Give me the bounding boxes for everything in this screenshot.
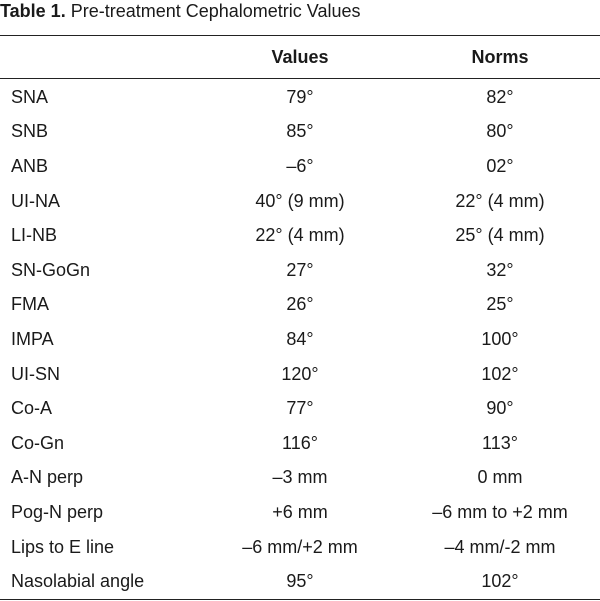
cell-parameter: SNA bbox=[11, 86, 49, 107]
cell-parameter: A-N perp bbox=[11, 467, 84, 488]
table-row bbox=[0, 391, 600, 426]
cell-norm: 02° bbox=[486, 155, 514, 176]
table-row bbox=[0, 426, 600, 461]
cell-norm: –6 mm to +2 mm bbox=[432, 501, 568, 522]
cell-norm: 100° bbox=[481, 328, 519, 349]
header-norms: Norms bbox=[471, 46, 529, 67]
cell-norm: 25° bbox=[486, 294, 514, 315]
cephalometric-table bbox=[0, 36, 600, 599]
cell-parameter: SNB bbox=[11, 121, 49, 142]
table-caption-label: Table 1. bbox=[0, 1, 66, 21]
cell-parameter: IMPA bbox=[11, 328, 54, 349]
cell-parameter: UI-SN bbox=[11, 363, 60, 384]
cell-parameter: Pog-N perp bbox=[11, 501, 104, 522]
cell-value: 22° (4 mm) bbox=[255, 225, 345, 246]
cell-parameter: SN-GoGn bbox=[11, 259, 91, 280]
cell-value: 27° bbox=[286, 259, 314, 280]
cell-norm: 22° (4 mm) bbox=[455, 190, 545, 211]
cell-value: 40° (9 mm) bbox=[255, 190, 345, 211]
cell-norm: 32° bbox=[486, 259, 514, 280]
cell-parameter: LI-NB bbox=[11, 225, 58, 246]
cell-value: –6° bbox=[286, 155, 314, 176]
cell-norm: 90° bbox=[486, 398, 514, 419]
cell-value: 85° bbox=[286, 121, 314, 142]
cell-parameter: Nasolabial angle bbox=[11, 571, 145, 592]
table-row bbox=[0, 461, 600, 496]
table-row bbox=[0, 184, 600, 219]
table-row bbox=[0, 530, 600, 565]
cell-value: 26° bbox=[286, 294, 314, 315]
cell-value: 95° bbox=[286, 571, 314, 592]
cell-parameter: FMA bbox=[11, 294, 49, 315]
cell-value: 84° bbox=[286, 328, 314, 349]
table-header-row bbox=[0, 36, 600, 78]
table-row bbox=[0, 218, 600, 253]
cell-value: 79° bbox=[286, 86, 314, 107]
cell-norm: 25° (4 mm) bbox=[455, 225, 545, 246]
table-bottom-rule bbox=[0, 599, 600, 600]
cell-norm: –4 mm/-2 mm bbox=[444, 536, 556, 557]
table-row bbox=[0, 322, 600, 357]
cell-value: –3 mm bbox=[272, 467, 328, 488]
cell-norm: 0 mm bbox=[477, 467, 523, 488]
cell-norm: 102° bbox=[481, 363, 519, 384]
cell-value: 120° bbox=[281, 363, 319, 384]
table-caption bbox=[0, 0, 361, 26]
cell-parameter: UI-NA bbox=[11, 190, 60, 211]
header-parameter bbox=[0, 36, 200, 78]
table-row bbox=[0, 564, 600, 599]
cell-parameter: ANB bbox=[11, 155, 49, 176]
cell-parameter: Co-Gn bbox=[11, 432, 65, 453]
table-row bbox=[0, 78, 600, 115]
table-body bbox=[0, 78, 600, 599]
cell-value: 116° bbox=[282, 432, 318, 453]
header-values: Values bbox=[271, 46, 329, 67]
table-row bbox=[0, 288, 600, 323]
table-row bbox=[0, 357, 600, 392]
cell-norm: 80° bbox=[486, 121, 514, 142]
table-caption-title: Pre-treatment Cephalometric Values bbox=[65, 1, 361, 21]
cell-parameter: Co-A bbox=[11, 398, 53, 419]
table-row bbox=[0, 115, 600, 150]
cell-value: +6 mm bbox=[272, 501, 328, 522]
table-row bbox=[0, 149, 600, 184]
table-row bbox=[0, 495, 600, 530]
cell-value: –6 mm/+2 mm bbox=[242, 536, 358, 557]
cell-norm: 113° bbox=[482, 432, 518, 453]
cell-norm: 102° bbox=[481, 571, 519, 592]
cell-parameter: Lips to E line bbox=[11, 536, 115, 557]
table-row bbox=[0, 253, 600, 288]
cell-value: 77° bbox=[286, 398, 314, 419]
cell-norm: 82° bbox=[486, 86, 514, 107]
